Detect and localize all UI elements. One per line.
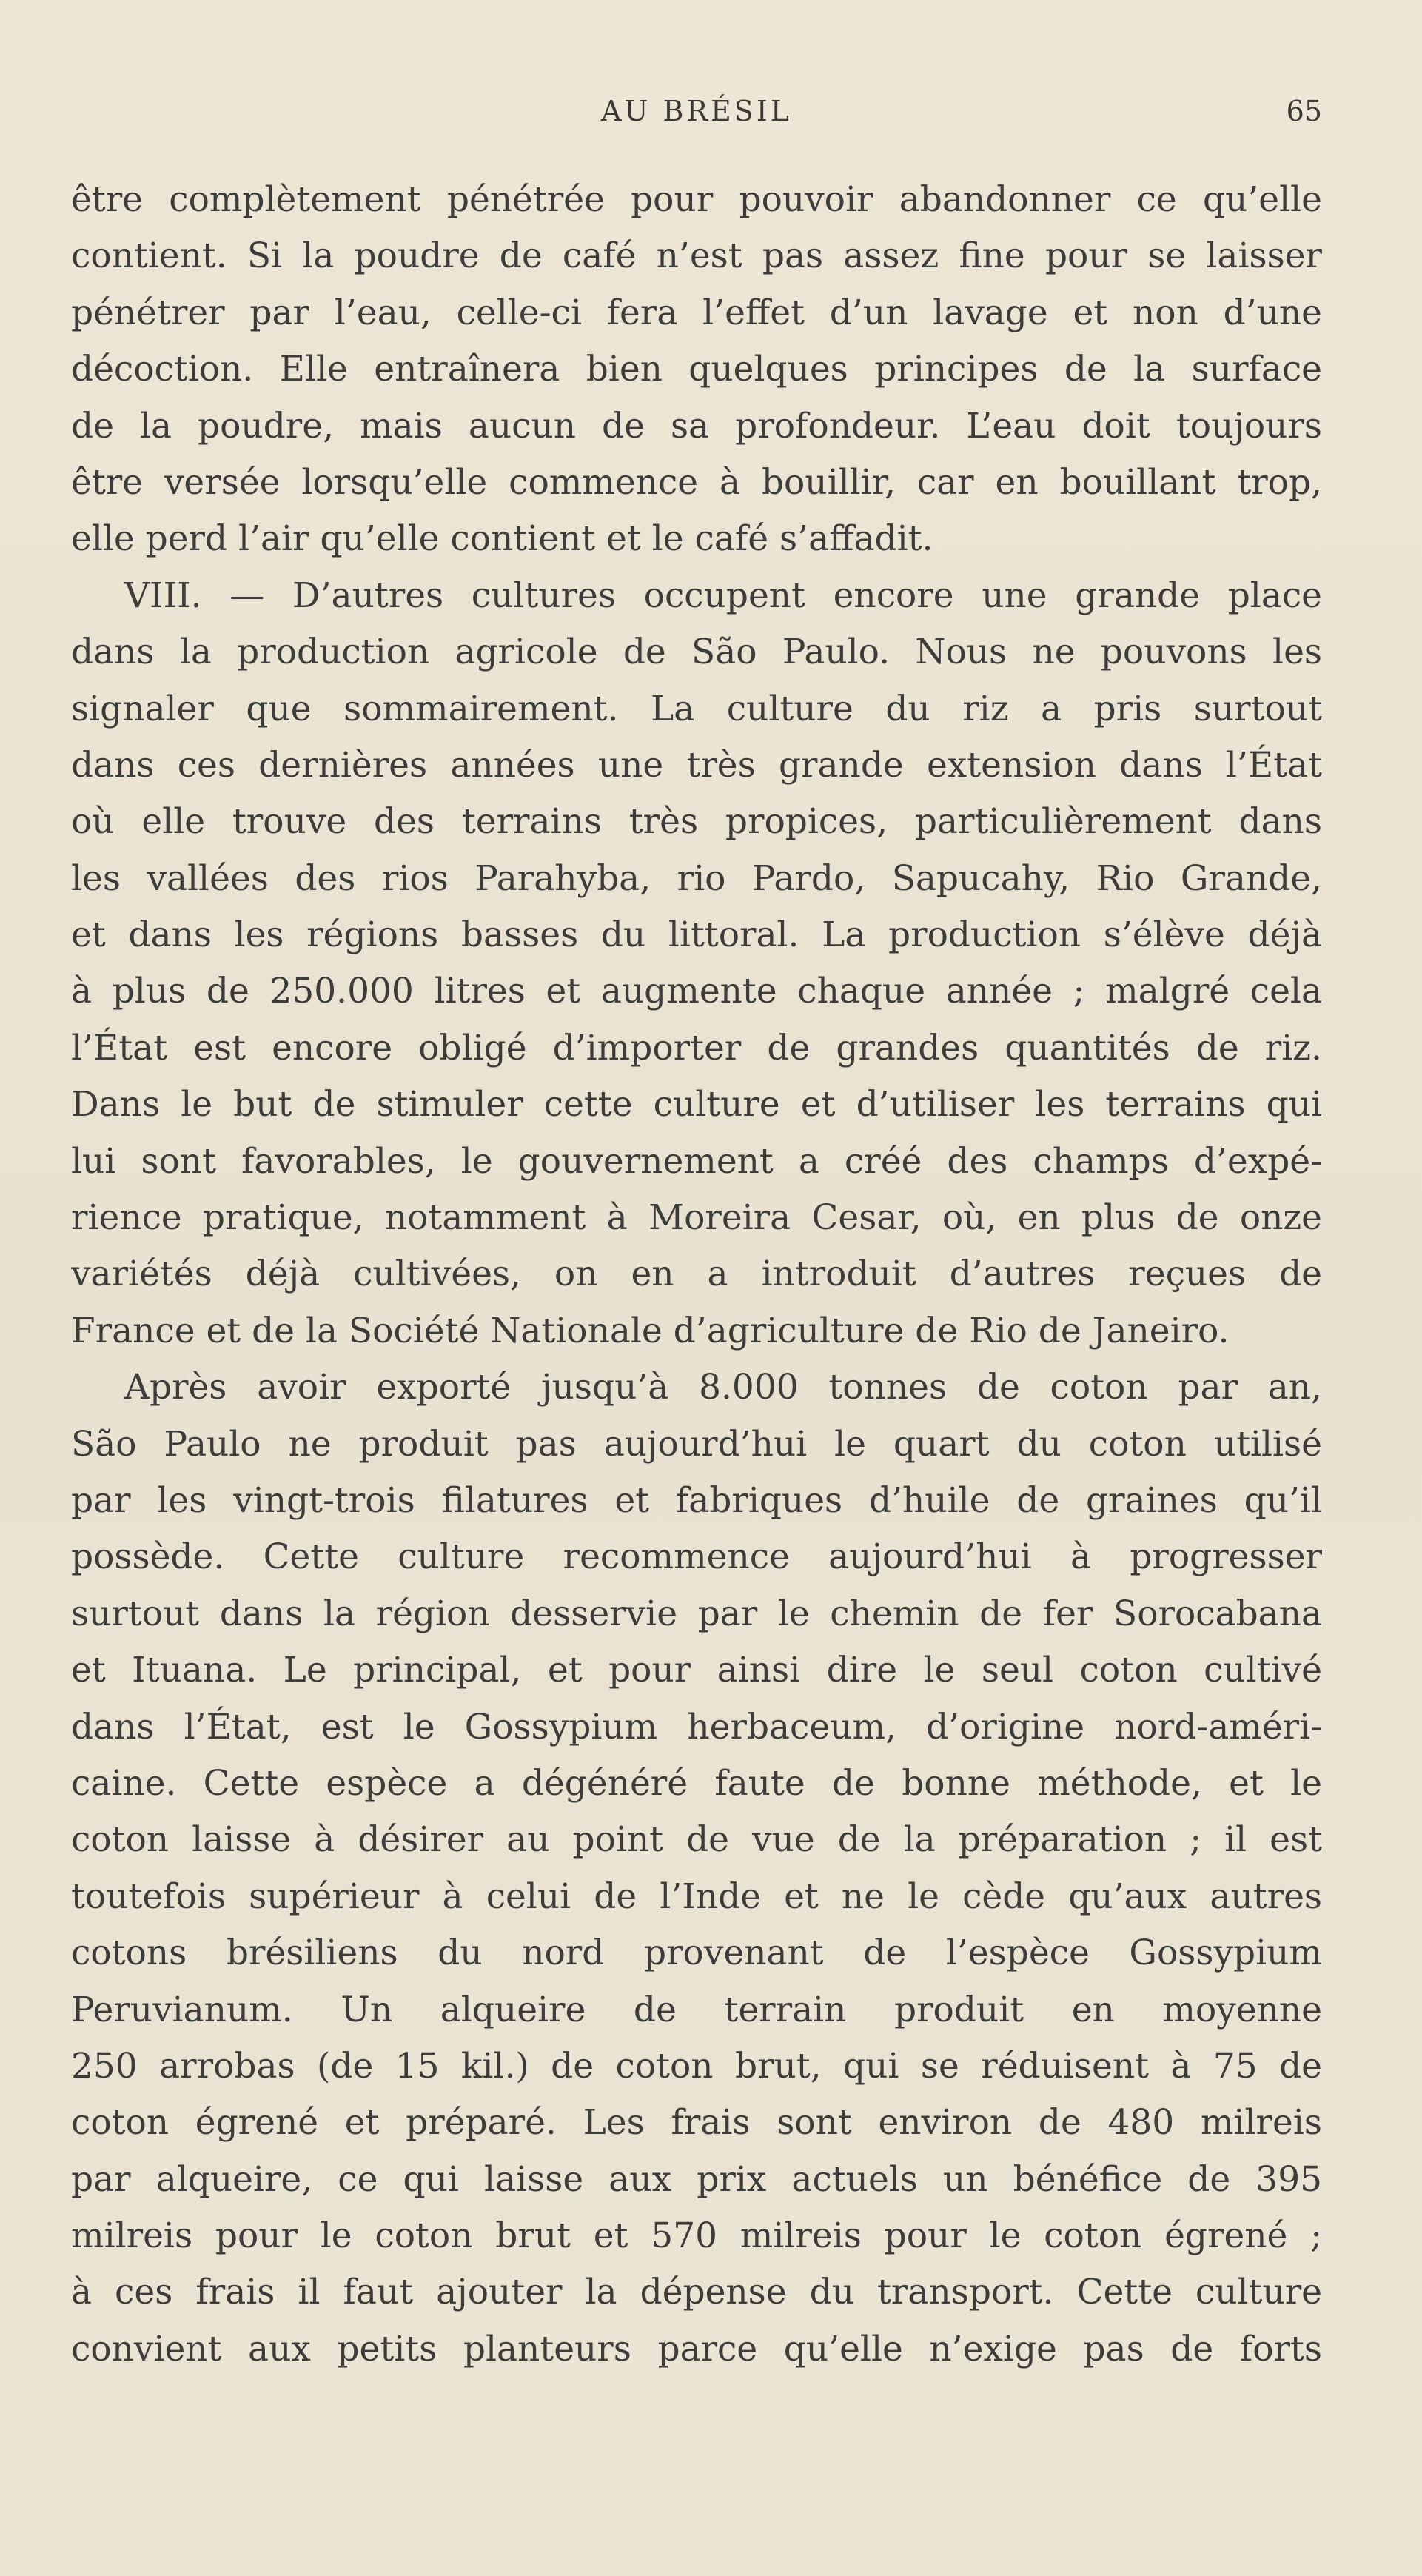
text-line: signaler que sommairement. La culture du riz a pris surtout xyxy=(71,688,1322,729)
text-line: coton laisse à désirer au point de vue de la préparation ; il est xyxy=(71,1819,1322,1861)
text-line: dans ces dernières années une très grande extension dans l’État xyxy=(71,744,1322,786)
running-head xyxy=(71,95,1322,139)
body-text xyxy=(71,172,1322,2378)
text-line: contient. Si la poudre de café n’est pas assez fine pour se laisser xyxy=(71,235,1322,277)
text-line: toutefois supérieur à celui de l’Inde et ne le cède qu’aux autres xyxy=(71,1876,1322,1917)
text-line: les vallées des rios Parahyba, rio Pardo, Sapucahy, Rio Grande, xyxy=(71,857,1322,899)
text-line: Dans le but de stimuler cette culture et d’utiliser les terrains qui xyxy=(71,1084,1322,1125)
text-line: décoction. Elle entraînera bien quelques principes de la surface xyxy=(71,349,1322,390)
text-line: VIII. — D’autres cultures occupent encore une grande place xyxy=(124,575,1322,616)
text-line: lui sont favorables, le gouvernement a créé des champs d’expé- xyxy=(71,1140,1322,1182)
text-line: rience pratique, notamment à Moreira Cesar, où, en plus de onze xyxy=(71,1197,1322,1239)
text-line: Peruvianum. Un alqueire de terrain produit en moyenne xyxy=(71,1989,1322,2030)
text-line: Après avoir exporté jusqu’à 8.000 tonnes de coton par an, xyxy=(124,1367,1322,1408)
text-line: convient aux petits planteurs parce qu’elle n’exige pas de forts xyxy=(71,2328,1322,2369)
text-line: cotons brésiliens du nord provenant de l’espèce Gossypium xyxy=(71,1933,1322,1974)
text-line: São Paulo ne produit pas aujourd’hui le quart du coton utilisé xyxy=(71,1423,1322,1465)
text-line: de la poudre, mais aucun de sa profondeur. L’eau doit toujours xyxy=(71,405,1322,446)
text-line: et Ituana. Le principal, et pour ainsi dire le seul coton cultivé xyxy=(71,1650,1322,1691)
text-line: surtout dans la région desservie par le chemin de fer Sorocabana xyxy=(71,1593,1322,1634)
text-line: dans la production agricole de São Paulo. Nous ne pouvons les xyxy=(71,632,1322,673)
text-line: dans l’État, est le Gossypium herbaceum, d’origine nord-améri- xyxy=(71,1706,1322,1747)
text-line: 250 arrobas (de 15 kil.) de coton brut, qui se réduisent à 75 de xyxy=(71,2045,1322,2087)
text-line: à plus de 250.000 litres et augmente chaque année ; malgré cela xyxy=(71,971,1322,1012)
text-line: l’État est encore obligé d’importer de grandes quantités de riz. xyxy=(71,1027,1322,1068)
text-line: elle perd l’air qu’elle contient et le café s’affadit. xyxy=(71,518,933,560)
text-line: et dans les régions basses du littoral. La production s’élève déjà xyxy=(71,914,1322,956)
text-line: pénétrer par l’eau, celle-ci fera l’effet d’un lavage et non d’une xyxy=(71,292,1322,333)
text-line: être complètement pénétrée pour pouvoir abandonner ce qu’elle xyxy=(71,179,1322,220)
running-title: AU BRÉSIL xyxy=(600,95,793,127)
page-number: 65 xyxy=(1286,95,1322,127)
text-line: France et de la Société Nationale d’agriculture de Rio de Janeiro. xyxy=(71,1310,1230,1351)
text-line: milreis pour le coton brut et 570 milreis pour le coton égrené ; xyxy=(71,2215,1322,2257)
text-line: être versée lorsqu’elle commence à bouillir, car en bouillant trop, xyxy=(71,461,1322,503)
text-line: caine. Cette espèce a dégénéré faute de bonne méthode, et le xyxy=(71,1762,1322,1804)
text-line: par alqueire, ce qui laisse aux prix actuels un bénéfice de 395 xyxy=(71,2158,1322,2200)
text-line: par les vingt-trois filatures et fabriques d’huile de graines qu’il xyxy=(71,1479,1322,1521)
text-line: variétés déjà cultivées, on en a introduit d’autres reçues de xyxy=(71,1254,1322,1295)
text-line: coton égrené et préparé. Les frais sont environ de 480 milreis xyxy=(71,2102,1322,2144)
text-line: à ces frais il faut ajouter la dépense du transport. Cette culture xyxy=(71,2272,1322,2313)
text-line: possède. Cette culture recommence aujourd’hui à progresser xyxy=(71,1536,1322,1578)
text-line: où elle trouve des terrains très propices, particulièrement dans xyxy=(71,801,1322,843)
